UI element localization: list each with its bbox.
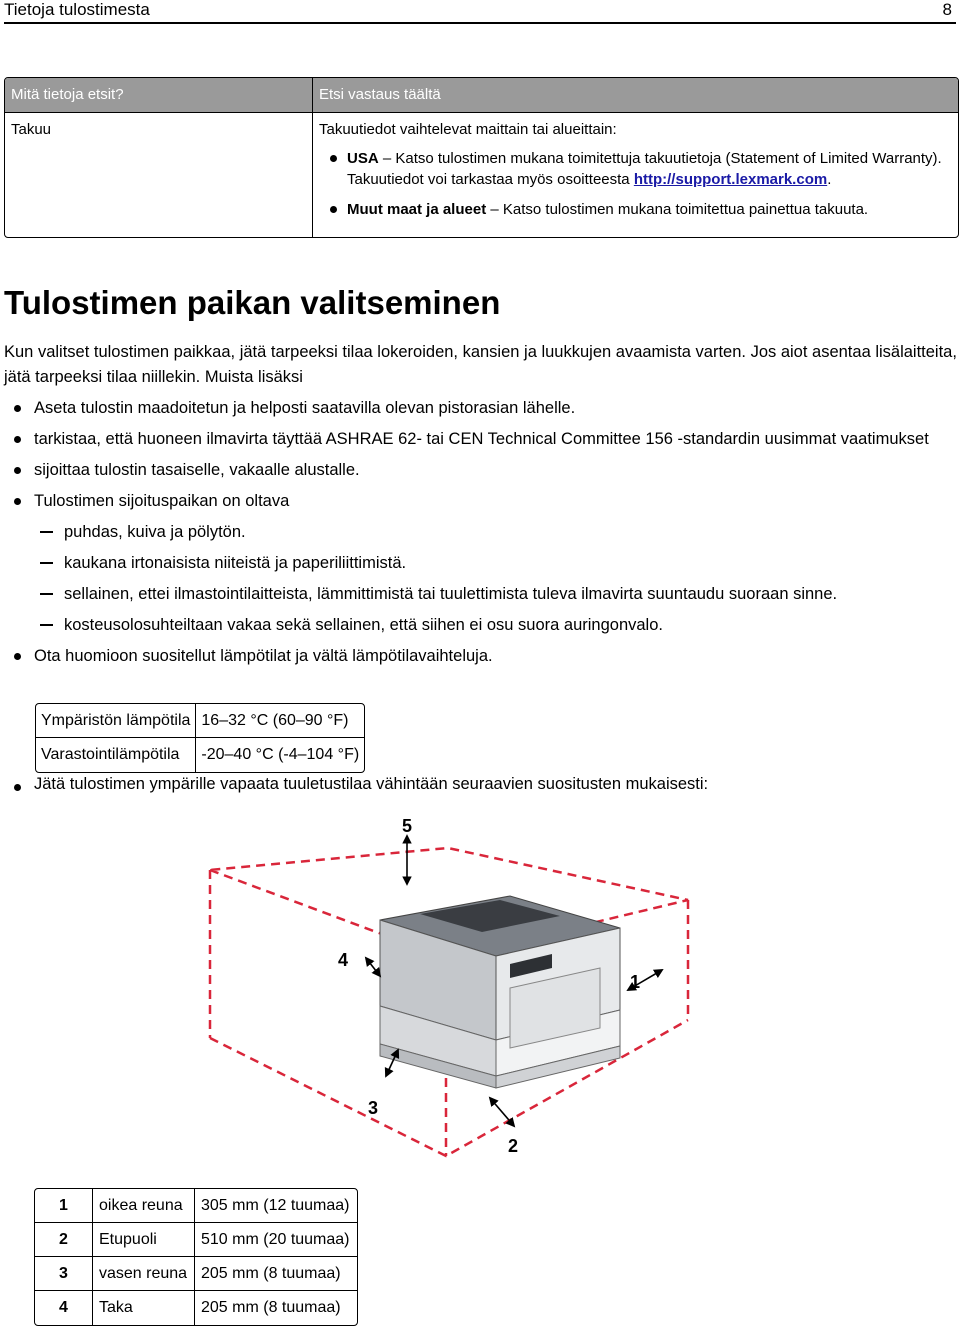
row-answer [313, 113, 958, 237]
table-row [36, 738, 364, 772]
column-header-answer: Etsi vastaus täältä [319, 86, 441, 103]
clearance-value: 510 mm (20 tuumaa) [195, 1223, 357, 1257]
answer-intro: Takuutiedot vaihtelevat maittain tai alueittain: [319, 121, 617, 138]
table-row [35, 1223, 357, 1257]
table-row [5, 112, 958, 237]
item-text: – Katso tulostimen mukana toimitettua painettua takuuta. [486, 201, 869, 218]
clearance-value: 205 mm (8 tuumaa) [195, 1257, 357, 1291]
temp-value: -20–40 °C (-4–104 °F) [201, 746, 360, 763]
section-title: Tulostimen paikan valitseminen [4, 284, 501, 321]
clearance-number: 2 [35, 1223, 93, 1257]
clearance-value: 205 mm (8 tuumaa) [201, 1299, 341, 1316]
label-right: 1 [630, 972, 641, 992]
clearance-side: Taka [93, 1291, 195, 1325]
list-item: sijoittaa tulostin tasaiselle, vakaalle alustalle. [4, 458, 959, 483]
clearance-number: 4 [35, 1291, 93, 1325]
clearance-side: Etupuoli [93, 1223, 195, 1257]
table-row [35, 1257, 357, 1291]
section-intro: Kun valitset tulostimen paikkaa, jätä tarpeeksi tilaa lokeroiden, kansien ja luukkujen avaamista varten. Jos aiot asentaa lisälaitteita, jätä tarpeeksi tilaa niillekin. Muista lisäksi [4, 343, 957, 386]
list-item [319, 148, 952, 190]
label-back: 4 [338, 950, 349, 970]
table-row [35, 1291, 357, 1325]
answer-list [319, 148, 952, 220]
clearance-side: vasen reuna [93, 1257, 195, 1291]
clearance-number: 1 [35, 1189, 93, 1223]
printer-clearance-diagram [200, 808, 740, 1178]
sub-list-item: kosteusolosuhteiltaan vakaa sekä sellainen, että siihen ei osu suora auringonvalo. [34, 613, 959, 638]
item-text: – Katso tulostimen mukana toimitettuja takuutietoja (Statement of Limited Warranty). Takuutiedot voi tarkastaa myös osoitteesta [347, 150, 942, 188]
sub-list-item: puhdas, kuiva ja pölytön. [34, 520, 959, 545]
header-title: Tietoja tulostimesta [4, 0, 150, 19]
temperature-table [35, 703, 365, 773]
label-front: 2 [508, 1136, 519, 1156]
temp-label: Ympäristön lämpötila [36, 704, 196, 738]
clearance-side: oikea reuna [93, 1189, 195, 1223]
info-table [4, 77, 959, 238]
list-item: Tulostimen sijoituspaikan on oltava [4, 489, 959, 514]
table-row [36, 704, 364, 738]
sub-list-item: sellainen, ettei ilmastointilaitteista, lämmittimistä tai tuulettimista tuleva ilmavirta suuntaudu suoraan sinne. [34, 582, 959, 607]
temperature-bullet-list [4, 644, 959, 669]
page-header [4, 0, 956, 24]
clearance-number: 3 [35, 1257, 93, 1291]
item-end: . [827, 171, 832, 188]
label-left: 3 [368, 1098, 379, 1118]
section-body [4, 340, 959, 668]
list-item: Aseta tulostin maadoitetun ja helposti saatavilla olevan pistorasian lähelle. [4, 396, 959, 421]
page-number: 8 [942, 0, 952, 19]
clearance-value: 305 mm (12 tuumaa) [195, 1189, 357, 1223]
table-row [35, 1189, 357, 1223]
sub-list-item: kaukana irtonaisista niiteistä ja paperiliittimistä. [34, 551, 959, 576]
support-link[interactable]: http://support.lexmark.com [633, 171, 828, 188]
temp-label: Varastointilämpötila [36, 738, 196, 772]
clearance-bullet: Jätä tulostimen ympärille vapaata tuuletustilaa vähintään seuraavien suositusten mukaisesti: [4, 775, 708, 794]
list-item: tarkistaa, että huoneen ilmavirta täyttää ASHRAE 62- tai CEN Technical Committee 156 -standardin uusimmat vaatimukset [4, 427, 959, 452]
row-label: Takuu [5, 113, 313, 237]
requirements-list [4, 396, 959, 514]
temp-value: 16–32 °C (60–90 °F) [196, 704, 364, 738]
location-sub-list [34, 520, 959, 638]
column-header-question: Mitä tietoja etsit? [5, 78, 313, 112]
list-item [319, 199, 952, 220]
info-table-header [5, 78, 958, 112]
item-bold: Muut maat ja alueet [347, 201, 487, 218]
list-item: Ota huomioon suositellut lämpötilat ja vältä lämpötilavaihteluja. [4, 644, 959, 669]
printer-illustration [380, 896, 620, 1088]
item-bold: USA [347, 150, 379, 167]
clearance-table [34, 1188, 358, 1326]
label-top: 5 [402, 816, 413, 836]
